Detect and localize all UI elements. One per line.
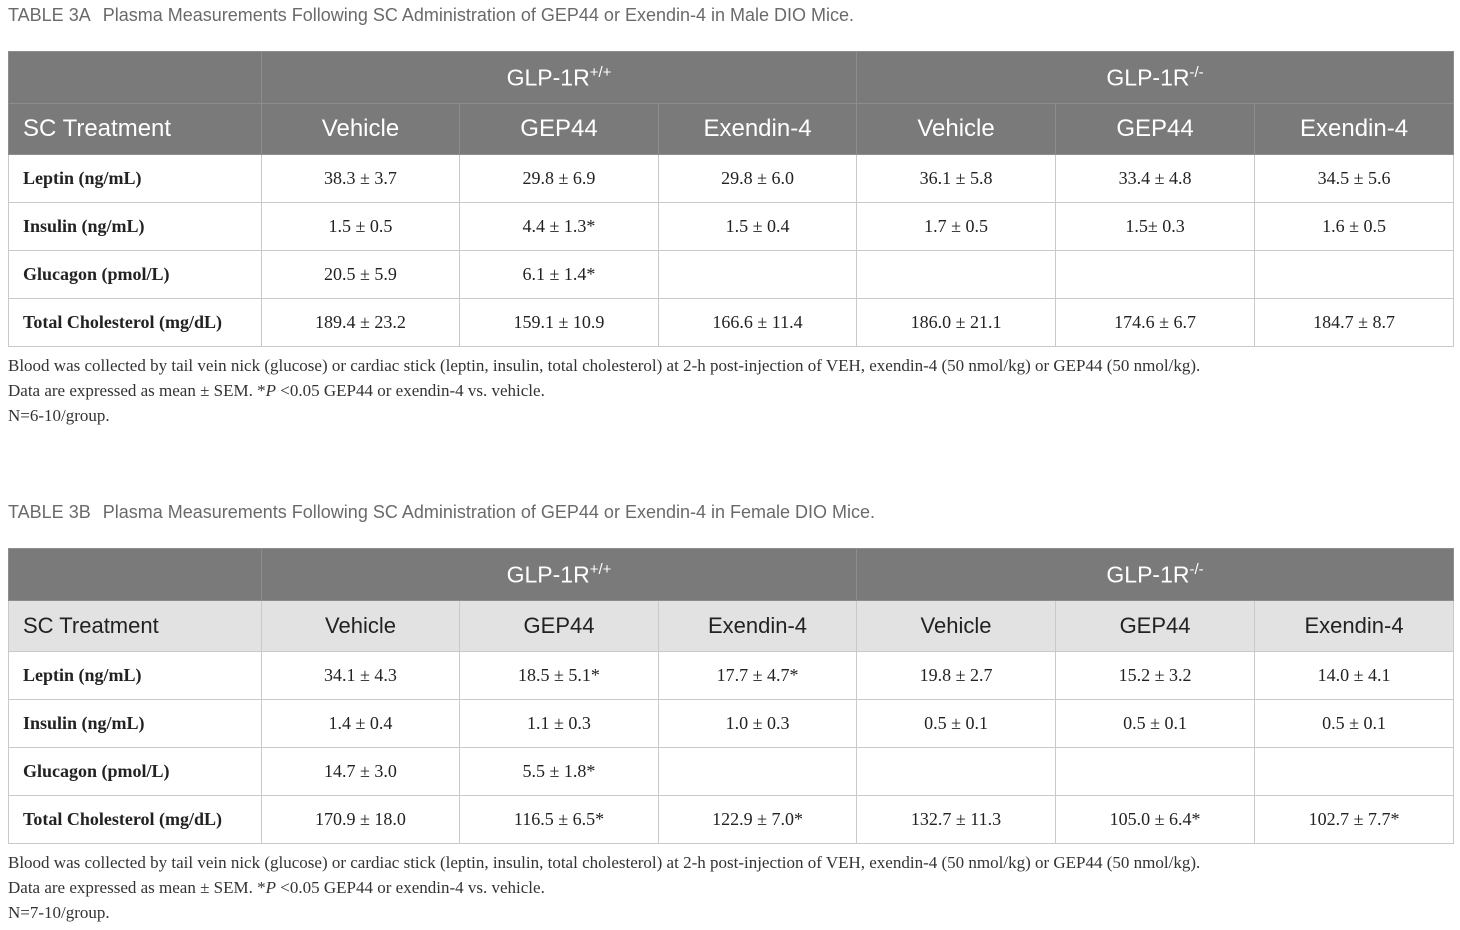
footnote-n: N=7-10/group. [8,903,110,922]
treatment-col-header: Vehicle [857,104,1056,155]
table-cell: 4.4 ± 1.3* [460,203,659,251]
row-label: Total Cholesterol (mg/dL) [9,796,262,844]
treatment-header-label: SC Treatment [9,601,262,652]
group-header-knockout: GLP-1R-/- [857,52,1454,104]
table-cell: 6.1 ± 1.4* [460,251,659,299]
table-cell: 1.5 ± 0.5 [262,203,460,251]
table-cell [857,748,1056,796]
table-cell: 1.6 ± 0.5 [1255,203,1454,251]
empty-corner-cell [9,549,262,601]
table-cell: 1.0 ± 0.3 [659,700,857,748]
group-header-wildtype: GLP-1R+/+ [262,52,857,104]
row-label: Leptin (ng/mL) [9,652,262,700]
table-cell: 166.6 ± 11.4 [659,299,857,347]
table-cell: 174.6 ± 6.7 [1056,299,1255,347]
table-cell: 18.5 ± 5.1* [460,652,659,700]
table-cell [659,748,857,796]
table-row [9,299,1454,347]
table-row [9,700,1454,748]
table-row [9,748,1454,796]
group-header-row [9,549,1454,601]
treatment-col-header: Exendin-4 [1255,104,1454,155]
table-cell: 5.5 ± 1.8* [460,748,659,796]
table-title: Plasma Measurements Following SC Administration of GEP44 or Exendin-4 in Male DIO Mice. [102,5,855,25]
table-cell: 15.2 ± 3.2 [1056,652,1255,700]
table-cell: 102.7 ± 7.7* [1255,796,1454,844]
table-cell: 1.4 ± 0.4 [262,700,460,748]
table-caption [8,0,1453,30]
row-label: Glucagon (pmol/L) [9,748,262,796]
row-label: Insulin (ng/mL) [9,700,262,748]
table-cell: 1.5 ± 0.4 [659,203,857,251]
table-cell: 184.7 ± 8.7 [1255,299,1454,347]
treatment-col-header: Vehicle [262,601,460,652]
row-label: Glucagon (pmol/L) [9,251,262,299]
table-cell: 159.1 ± 10.9 [460,299,659,347]
treatment-col-header: GEP44 [460,104,659,155]
group-header-row [9,52,1454,104]
table-cell: 0.5 ± 0.1 [1255,700,1454,748]
table-cell: 29.8 ± 6.9 [460,155,659,203]
treatment-header-label: SC Treatment [9,104,262,155]
table-cell: 29.8 ± 6.0 [659,155,857,203]
table-cell: 14.0 ± 4.1 [1255,652,1454,700]
treatment-col-header: GEP44 [460,601,659,652]
table-cell: 132.7 ± 11.3 [857,796,1056,844]
table-cell [1056,748,1255,796]
row-label: Insulin (ng/mL) [9,203,262,251]
table-footnotes [8,850,1453,925]
table-row [9,796,1454,844]
treatment-col-header: Vehicle [857,601,1056,652]
row-label: Total Cholesterol (mg/dL) [9,299,262,347]
footnote-method: Blood was collected by tail vein nick (glucose) or cardiac stick (leptin, insulin, total cholesterol) at 2-h post-injection of VEH, exendin-4 (50 nmol/kg) or GEP44 (50 nmol/kg). [8,356,1201,375]
group-header-wildtype: GLP-1R+/+ [262,549,857,601]
table-cell: 34.1 ± 4.3 [262,652,460,700]
table-cell: 1.1 ± 0.3 [460,700,659,748]
table-cell: 170.9 ± 18.0 [262,796,460,844]
table-cell [1255,748,1454,796]
table-cell: 33.4 ± 4.8 [1056,155,1255,203]
treatment-col-header: Vehicle [262,104,460,155]
row-label: Leptin (ng/mL) [9,155,262,203]
footnote-stats: Data are expressed as mean ± SEM. *P <0.05 GEP44 or exendin-4 vs. vehicle. [8,878,545,897]
table-cell: 189.4 ± 23.2 [262,299,460,347]
table-label: TABLE 3A [8,5,91,25]
table-cell: 17.7 ± 4.7* [659,652,857,700]
table-3a-block [8,0,1453,428]
data-table [8,548,1454,844]
table-cell: 0.5 ± 0.1 [857,700,1056,748]
table-footnotes [8,353,1453,428]
table-cell [1255,251,1454,299]
table-row [9,203,1454,251]
treatment-col-header: GEP44 [1056,104,1255,155]
table-caption [8,497,1453,527]
table-cell: 116.5 ± 6.5* [460,796,659,844]
data-table [8,51,1454,347]
table-title: Plasma Measurements Following SC Administration of GEP44 or Exendin-4 in Female DIO Mice. [102,502,876,522]
table-cell: 1.7 ± 0.5 [857,203,1056,251]
empty-corner-cell [9,52,262,104]
table-cell: 122.9 ± 7.0* [659,796,857,844]
footnote-stats: Data are expressed as mean ± SEM. *P <0.05 GEP44 or exendin-4 vs. vehicle. [8,381,545,400]
group-header-knockout: GLP-1R-/- [857,549,1454,601]
table-cell: 186.0 ± 21.1 [857,299,1056,347]
table-cell: 19.8 ± 2.7 [857,652,1056,700]
footnote-method: Blood was collected by tail vein nick (glucose) or cardiac stick (leptin, insulin, total cholesterol) at 2-h post-injection of VEH, exendin-4 (50 nmol/kg) or GEP44 (50 nmol/kg). [8,853,1201,872]
table-row [9,251,1454,299]
table-cell: 1.5± 0.3 [1056,203,1255,251]
table-cell: 0.5 ± 0.1 [1056,700,1255,748]
footnote-n: N=6-10/group. [8,406,110,425]
treatment-col-header: Exendin-4 [659,104,857,155]
table-cell [659,251,857,299]
treatment-header-row [9,104,1454,155]
treatment-col-header: GEP44 [1056,601,1255,652]
table-cell [857,251,1056,299]
treatment-col-header: Exendin-4 [659,601,857,652]
table-label: TABLE 3B [8,502,91,522]
table-cell [1056,251,1255,299]
table-row [9,652,1454,700]
table-cell: 14.7 ± 3.0 [262,748,460,796]
treatment-col-header: Exendin-4 [1255,601,1454,652]
table-3b-block [8,497,1453,925]
table-cell: 34.5 ± 5.6 [1255,155,1454,203]
table-cell: 105.0 ± 6.4* [1056,796,1255,844]
table-cell: 20.5 ± 5.9 [262,251,460,299]
table-row [9,155,1454,203]
table-cell: 36.1 ± 5.8 [857,155,1056,203]
treatment-header-row [9,601,1454,652]
table-cell: 38.3 ± 3.7 [262,155,460,203]
